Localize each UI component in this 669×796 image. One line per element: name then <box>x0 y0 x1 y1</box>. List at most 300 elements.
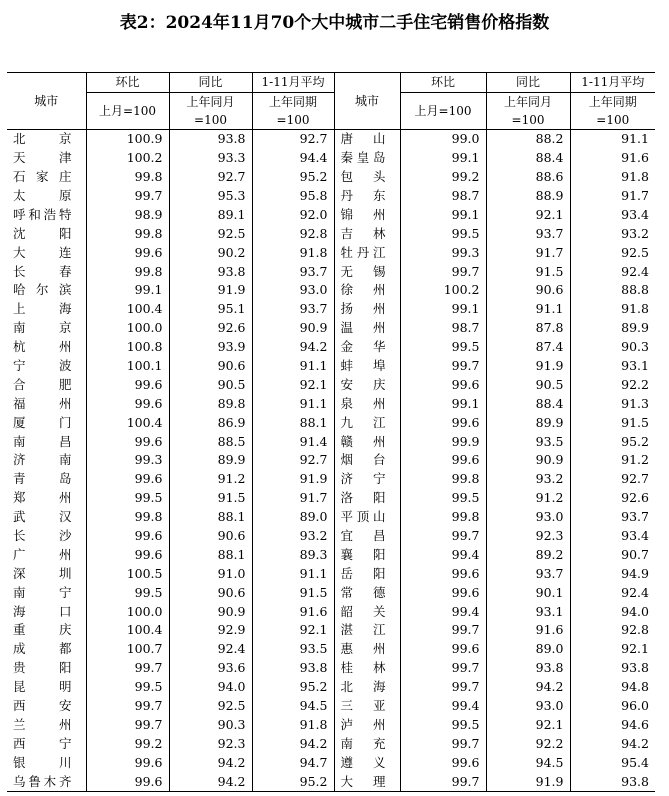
city-name-right: 无锡 <box>334 262 400 281</box>
city-name-right: 北海 <box>334 678 400 697</box>
mom-value-right: 99.0 <box>400 129 486 148</box>
avg-value-left: 95.2 <box>252 772 334 791</box>
city-name-left: 厦门 <box>13 414 72 430</box>
mom-value-left: 100.0 <box>86 602 169 621</box>
avg-value-left: 92.1 <box>252 375 334 394</box>
yoy-value-left: 89.1 <box>169 205 252 224</box>
table-row <box>7 621 655 640</box>
mom-value-right: 99.5 <box>400 489 486 508</box>
avg-value-right: 92.2 <box>570 375 655 394</box>
city-name-right: 泉州 <box>334 394 400 413</box>
mom-value-left: 99.6 <box>86 432 169 451</box>
table-row <box>7 375 655 394</box>
table-row <box>7 300 655 319</box>
avg-value-right: 92.4 <box>570 262 655 281</box>
city-name-left: 上海 <box>13 301 72 317</box>
yoy-value-right: 92.1 <box>486 205 570 224</box>
mom-value-left: 99.6 <box>86 527 169 546</box>
city-name-left: 兰州 <box>13 716 72 732</box>
avg-base-right <box>570 92 655 129</box>
yoy-value-left: 91.0 <box>169 564 252 583</box>
city-name-right: 秦皇岛 <box>334 149 400 168</box>
mom-value-left: 100.0 <box>86 319 169 338</box>
avg-value-left: 95.8 <box>252 187 334 206</box>
avg-header-right: 1-11月平均 <box>570 73 655 93</box>
avg-value-right: 88.8 <box>570 281 655 300</box>
table-row <box>7 772 655 791</box>
avg-value-right: 91.3 <box>570 394 655 413</box>
avg-value-right: 93.8 <box>570 772 655 791</box>
mom-value-left: 100.1 <box>86 357 169 376</box>
avg-value-left: 94.5 <box>252 697 334 716</box>
avg-base-line2: =100 <box>596 112 630 127</box>
yoy-value-right: 91.5 <box>486 262 570 281</box>
avg-value-right: 92.6 <box>570 489 655 508</box>
yoy-value-left: 92.5 <box>169 224 252 243</box>
table-row <box>7 697 655 716</box>
mom-value-left: 99.5 <box>86 678 169 697</box>
city-name-left: 昆明 <box>13 679 72 695</box>
city-name-right: 济宁 <box>334 470 400 489</box>
avg-value-left: 93.7 <box>252 300 334 319</box>
city-name-right: 九江 <box>334 413 400 432</box>
yoy-value-left: 88.5 <box>169 432 252 451</box>
avg-value-left: 92.8 <box>252 224 334 243</box>
avg-value-left: 93.8 <box>252 659 334 678</box>
yoy-value-right: 90.5 <box>486 375 570 394</box>
avg-value-right: 92.5 <box>570 243 655 262</box>
mom-value-right: 99.1 <box>400 300 486 319</box>
mom-value-right: 99.7 <box>400 527 486 546</box>
yoy-value-left: 89.9 <box>169 451 252 470</box>
mom-header-right: 环比 <box>400 73 486 93</box>
table-row <box>7 564 655 583</box>
city-name-left: 哈尔滨 <box>13 282 72 298</box>
table-row <box>7 734 655 753</box>
mom-value-right: 98.7 <box>400 319 486 338</box>
table-row <box>7 224 655 243</box>
yoy-value-left: 92.7 <box>169 168 252 187</box>
table-row <box>7 489 655 508</box>
city-name-left: 杭州 <box>13 339 72 355</box>
avg-header-left: 1-11月平均 <box>252 73 334 93</box>
yoy-value-left: 90.5 <box>169 375 252 394</box>
yoy-value-left: 94.2 <box>169 772 252 791</box>
avg-value-right: 94.2 <box>570 734 655 753</box>
yoy-base-line1: 上年同月 <box>186 94 235 109</box>
yoy-header-right: 同比 <box>486 73 570 93</box>
yoy-value-left: 94.2 <box>169 753 252 772</box>
city-name-left: 长沙 <box>13 528 72 544</box>
avg-base-line1: 上年同期 <box>588 94 637 109</box>
city-name-right: 泸州 <box>334 716 400 735</box>
city-name-left: 呼和浩特 <box>13 206 72 222</box>
mom-value-right: 99.1 <box>400 394 486 413</box>
yoy-value-right: 89.9 <box>486 413 570 432</box>
yoy-value-right: 91.9 <box>486 772 570 791</box>
mom-value-left: 99.6 <box>86 545 169 564</box>
yoy-value-right: 93.8 <box>486 659 570 678</box>
avg-value-left: 95.2 <box>252 678 334 697</box>
yoy-value-right: 91.7 <box>486 243 570 262</box>
table-row <box>7 187 655 206</box>
table-row <box>7 545 655 564</box>
mom-value-right: 99.8 <box>400 508 486 527</box>
yoy-value-right: 92.3 <box>486 527 570 546</box>
city-name-right: 丹东 <box>334 187 400 206</box>
mom-value-left: 100.5 <box>86 564 169 583</box>
yoy-value-left: 90.3 <box>169 716 252 735</box>
table-row <box>7 659 655 678</box>
table-row <box>7 129 655 148</box>
city-name-left: 南宁 <box>13 584 72 600</box>
mom-value-right: 99.7 <box>400 262 486 281</box>
city-name-left: 重庆 <box>13 622 72 638</box>
yoy-value-right: 93.7 <box>486 224 570 243</box>
avg-value-right: 91.7 <box>570 187 655 206</box>
yoy-value-left: 93.9 <box>169 338 252 357</box>
yoy-value-left: 92.9 <box>169 621 252 640</box>
avg-value-right: 91.8 <box>570 168 655 187</box>
city-name-left: 成都 <box>13 641 72 657</box>
avg-value-left: 89.0 <box>252 508 334 527</box>
avg-value-right: 91.6 <box>570 149 655 168</box>
avg-value-right: 93.7 <box>570 508 655 527</box>
yoy-value-right: 93.1 <box>486 602 570 621</box>
city-name-right: 韶关 <box>334 602 400 621</box>
mom-value-left: 99.6 <box>86 772 169 791</box>
city-name-right: 赣州 <box>334 432 400 451</box>
mom-value-left: 99.5 <box>86 489 169 508</box>
city-name-left: 太原 <box>13 188 72 203</box>
mom-value-left: 99.2 <box>86 734 169 753</box>
city-name-left: 沈阳 <box>13 225 72 241</box>
yoy-value-left: 95.1 <box>169 300 252 319</box>
yoy-value-right: 88.6 <box>486 168 570 187</box>
table-row <box>7 432 655 451</box>
avg-value-left: 94.4 <box>252 149 334 168</box>
avg-value-right: 93.8 <box>570 659 655 678</box>
city-name-left: 南昌 <box>13 433 72 449</box>
city-name-left: 济南 <box>13 452 72 468</box>
city-name-left: 福州 <box>13 395 72 411</box>
table-row <box>7 716 655 735</box>
yoy-value-left: 89.8 <box>169 394 252 413</box>
city-name-right: 南充 <box>334 734 400 753</box>
yoy-value-right: 90.6 <box>486 281 570 300</box>
city-name-left: 西安 <box>13 698 72 714</box>
header-row-2 <box>7 92 655 129</box>
yoy-value-right: 92.1 <box>486 716 570 735</box>
avg-value-right: 95.2 <box>570 432 655 451</box>
avg-value-left: 91.5 <box>252 583 334 602</box>
mom-value-right: 99.4 <box>400 545 486 564</box>
table-row <box>7 338 655 357</box>
avg-value-left: 88.1 <box>252 413 334 432</box>
avg-value-left: 93.7 <box>252 262 334 281</box>
avg-value-left: 93.2 <box>252 527 334 546</box>
yoy-value-left: 95.3 <box>169 187 252 206</box>
mom-header-left: 环比 <box>86 73 169 93</box>
table-row <box>7 357 655 376</box>
table-row <box>7 451 655 470</box>
table-row <box>7 527 655 546</box>
table-row <box>7 508 655 527</box>
city-name-right: 湛江 <box>334 621 400 640</box>
mom-value-right: 99.5 <box>400 338 486 357</box>
avg-value-right: 94.6 <box>570 716 655 735</box>
mom-value-left: 99.6 <box>86 394 169 413</box>
yoy-value-right: 89.2 <box>486 545 570 564</box>
city-name-right: 三亚 <box>334 697 400 716</box>
mom-value-right: 99.3 <box>400 243 486 262</box>
mom-value-right: 99.7 <box>400 357 486 376</box>
mom-value-right: 99.5 <box>400 224 486 243</box>
table-row <box>7 640 655 659</box>
mom-value-left: 99.7 <box>86 187 169 206</box>
city-header-right: 城市 <box>334 73 400 130</box>
city-name-right: 牡丹江 <box>334 243 400 262</box>
mom-value-left: 99.8 <box>86 508 169 527</box>
mom-value-left: 100.8 <box>86 338 169 357</box>
avg-value-right: 92.4 <box>570 583 655 602</box>
avg-value-right: 96.0 <box>570 697 655 716</box>
mom-base-left: 上月=100 <box>86 92 169 129</box>
avg-value-right: 92.1 <box>570 640 655 659</box>
table-row <box>7 262 655 281</box>
mom-value-right: 99.5 <box>400 716 486 735</box>
yoy-value-right: 93.0 <box>486 697 570 716</box>
yoy-value-left: 94.0 <box>169 678 252 697</box>
mom-value-right: 98.7 <box>400 187 486 206</box>
mom-value-right: 99.1 <box>400 205 486 224</box>
avg-value-left: 90.9 <box>252 319 334 338</box>
table-row <box>7 243 655 262</box>
avg-value-left: 91.8 <box>252 243 334 262</box>
yoy-value-right: 91.1 <box>486 300 570 319</box>
avg-value-left: 92.7 <box>252 129 334 148</box>
city-name-right: 温州 <box>334 319 400 338</box>
city-name-right: 平顶山 <box>334 508 400 527</box>
yoy-value-right: 91.6 <box>486 621 570 640</box>
table-row <box>7 281 655 300</box>
mom-value-right: 99.6 <box>400 564 486 583</box>
mom-value-right: 99.8 <box>400 470 486 489</box>
yoy-value-left: 93.3 <box>169 149 252 168</box>
table-row <box>7 470 655 489</box>
table-row <box>7 149 655 168</box>
yoy-value-right: 90.9 <box>486 451 570 470</box>
city-name-right: 桂林 <box>334 659 400 678</box>
mom-value-right: 99.2 <box>400 168 486 187</box>
city-name-left: 石家庄 <box>13 169 72 185</box>
yoy-value-right: 93.2 <box>486 470 570 489</box>
yoy-value-left: 92.5 <box>169 697 252 716</box>
mom-value-left: 100.4 <box>86 621 169 640</box>
city-name-left: 长春 <box>13 263 72 279</box>
city-name-left: 宁波 <box>13 358 72 374</box>
yoy-value-left: 88.1 <box>169 508 252 527</box>
mom-value-right: 99.6 <box>400 640 486 659</box>
yoy-value-right: 89.0 <box>486 640 570 659</box>
city-name-left: 西宁 <box>13 735 72 751</box>
yoy-value-left: 93.8 <box>169 262 252 281</box>
yoy-value-right: 94.5 <box>486 753 570 772</box>
mom-value-right: 99.4 <box>400 697 486 716</box>
city-header-left: 城市 <box>7 73 86 130</box>
avg-value-left: 93.5 <box>252 640 334 659</box>
city-name-left: 天津 <box>13 150 72 166</box>
yoy-value-left: 91.5 <box>169 489 252 508</box>
city-name-right: 徐州 <box>334 281 400 300</box>
city-name-left: 海口 <box>13 603 72 619</box>
yoy-value-left: 92.4 <box>169 640 252 659</box>
avg-base-line1: 上年同期 <box>268 94 317 109</box>
mom-value-left: 99.8 <box>86 224 169 243</box>
avg-value-left: 89.3 <box>252 545 334 564</box>
avg-value-left: 95.2 <box>252 168 334 187</box>
mom-value-left: 99.7 <box>86 659 169 678</box>
yoy-header-left: 同比 <box>169 73 252 93</box>
yoy-value-right: 93.0 <box>486 508 570 527</box>
avg-value-left: 91.8 <box>252 716 334 735</box>
mom-value-left: 99.7 <box>86 697 169 716</box>
avg-value-left: 91.6 <box>252 602 334 621</box>
mom-value-right: 99.9 <box>400 432 486 451</box>
avg-value-right: 91.1 <box>570 129 655 148</box>
avg-value-left: 91.1 <box>252 357 334 376</box>
mom-value-left: 100.4 <box>86 413 169 432</box>
yoy-value-right: 87.4 <box>486 338 570 357</box>
avg-value-right: 94.8 <box>570 678 655 697</box>
yoy-base-line2: =100 <box>511 112 545 127</box>
city-name-right: 洛阳 <box>334 489 400 508</box>
avg-value-left: 91.9 <box>252 470 334 489</box>
yoy-base-line2: =100 <box>194 112 227 127</box>
avg-value-right: 93.4 <box>570 205 655 224</box>
header-row-1 <box>7 73 655 93</box>
mom-value-right: 99.4 <box>400 602 486 621</box>
mom-value-left: 98.9 <box>86 205 169 224</box>
avg-value-right: 91.8 <box>570 300 655 319</box>
city-name-right: 安庆 <box>334 375 400 394</box>
yoy-value-right: 94.2 <box>486 678 570 697</box>
city-name-right: 锦州 <box>334 205 400 224</box>
mom-value-right: 99.1 <box>400 149 486 168</box>
city-name-left: 深圳 <box>13 565 72 581</box>
mom-value-left: 99.6 <box>86 375 169 394</box>
avg-value-left: 91.1 <box>252 564 334 583</box>
city-name-right: 蚌埠 <box>334 357 400 376</box>
mom-value-left: 99.5 <box>86 583 169 602</box>
yoy-base-line1: 上年同月 <box>503 94 552 109</box>
yoy-value-right: 91.2 <box>486 489 570 508</box>
mom-value-right: 99.7 <box>400 734 486 753</box>
yoy-value-left: 90.6 <box>169 527 252 546</box>
table-row <box>7 583 655 602</box>
yoy-value-left: 92.3 <box>169 734 252 753</box>
mom-value-right: 100.2 <box>400 281 486 300</box>
yoy-base-left <box>169 92 252 129</box>
city-name-right: 宜昌 <box>334 527 400 546</box>
city-name-left: 贵阳 <box>13 660 72 676</box>
yoy-value-right: 92.2 <box>486 734 570 753</box>
mom-value-right: 99.6 <box>400 451 486 470</box>
city-name-left: 合肥 <box>13 376 72 392</box>
city-name-right: 包头 <box>334 168 400 187</box>
mom-base-right: 上月=100 <box>400 92 486 129</box>
avg-value-left: 91.1 <box>252 394 334 413</box>
yoy-value-right: 91.9 <box>486 357 570 376</box>
mom-value-right: 99.7 <box>400 772 486 791</box>
avg-value-right: 90.3 <box>570 338 655 357</box>
yoy-value-right: 93.7 <box>486 564 570 583</box>
city-name-right: 岳阳 <box>334 564 400 583</box>
mom-value-left: 99.8 <box>86 168 169 187</box>
mom-value-left: 99.1 <box>86 281 169 300</box>
city-name-left: 北京 <box>13 131 72 147</box>
yoy-value-left: 92.6 <box>169 319 252 338</box>
mom-value-right: 99.6 <box>400 753 486 772</box>
price-index-table <box>7 72 655 792</box>
table-row <box>7 319 655 338</box>
avg-value-left: 92.1 <box>252 621 334 640</box>
city-name-right: 烟台 <box>334 451 400 470</box>
avg-value-right: 93.4 <box>570 527 655 546</box>
city-name-right: 金华 <box>334 338 400 357</box>
yoy-value-left: 90.9 <box>169 602 252 621</box>
city-name-left: 乌鲁木齐 <box>7 772 86 791</box>
city-name-left: 南京 <box>13 320 72 336</box>
mom-value-right: 99.6 <box>400 375 486 394</box>
avg-value-left: 92.0 <box>252 205 334 224</box>
city-name-left: 郑州 <box>13 490 72 506</box>
mom-value-left: 99.3 <box>86 451 169 470</box>
yoy-value-left: 91.9 <box>169 281 252 300</box>
yoy-value-left: 91.2 <box>169 470 252 489</box>
city-name-right: 襄阳 <box>334 545 400 564</box>
table-row <box>7 168 655 187</box>
city-name-right: 扬州 <box>334 300 400 319</box>
city-name-left: 武汉 <box>13 509 72 525</box>
yoy-value-right: 88.2 <box>486 129 570 148</box>
table-row <box>7 753 655 772</box>
yoy-value-right: 88.4 <box>486 149 570 168</box>
avg-value-left: 94.2 <box>252 338 334 357</box>
city-name-right: 唐山 <box>334 129 400 148</box>
yoy-base-right <box>486 92 570 129</box>
yoy-value-right: 87.8 <box>486 319 570 338</box>
yoy-value-left: 90.2 <box>169 243 252 262</box>
mom-value-left: 100.7 <box>86 640 169 659</box>
avg-value-left: 93.0 <box>252 281 334 300</box>
city-name-left: 青岛 <box>13 471 72 487</box>
city-name-right: 惠州 <box>334 640 400 659</box>
yoy-value-right: 93.5 <box>486 432 570 451</box>
avg-value-left: 91.4 <box>252 432 334 451</box>
avg-value-right: 93.2 <box>570 224 655 243</box>
mom-value-right: 99.7 <box>400 621 486 640</box>
avg-value-right: 91.2 <box>570 451 655 470</box>
avg-value-right: 92.8 <box>570 621 655 640</box>
avg-base-line2: =100 <box>276 112 310 127</box>
yoy-value-left: 90.6 <box>169 357 252 376</box>
avg-base-left <box>252 92 334 129</box>
city-name-left: 大连 <box>13 244 72 260</box>
avg-value-right: 91.5 <box>570 413 655 432</box>
avg-value-right: 89.9 <box>570 319 655 338</box>
yoy-value-left: 90.6 <box>169 583 252 602</box>
